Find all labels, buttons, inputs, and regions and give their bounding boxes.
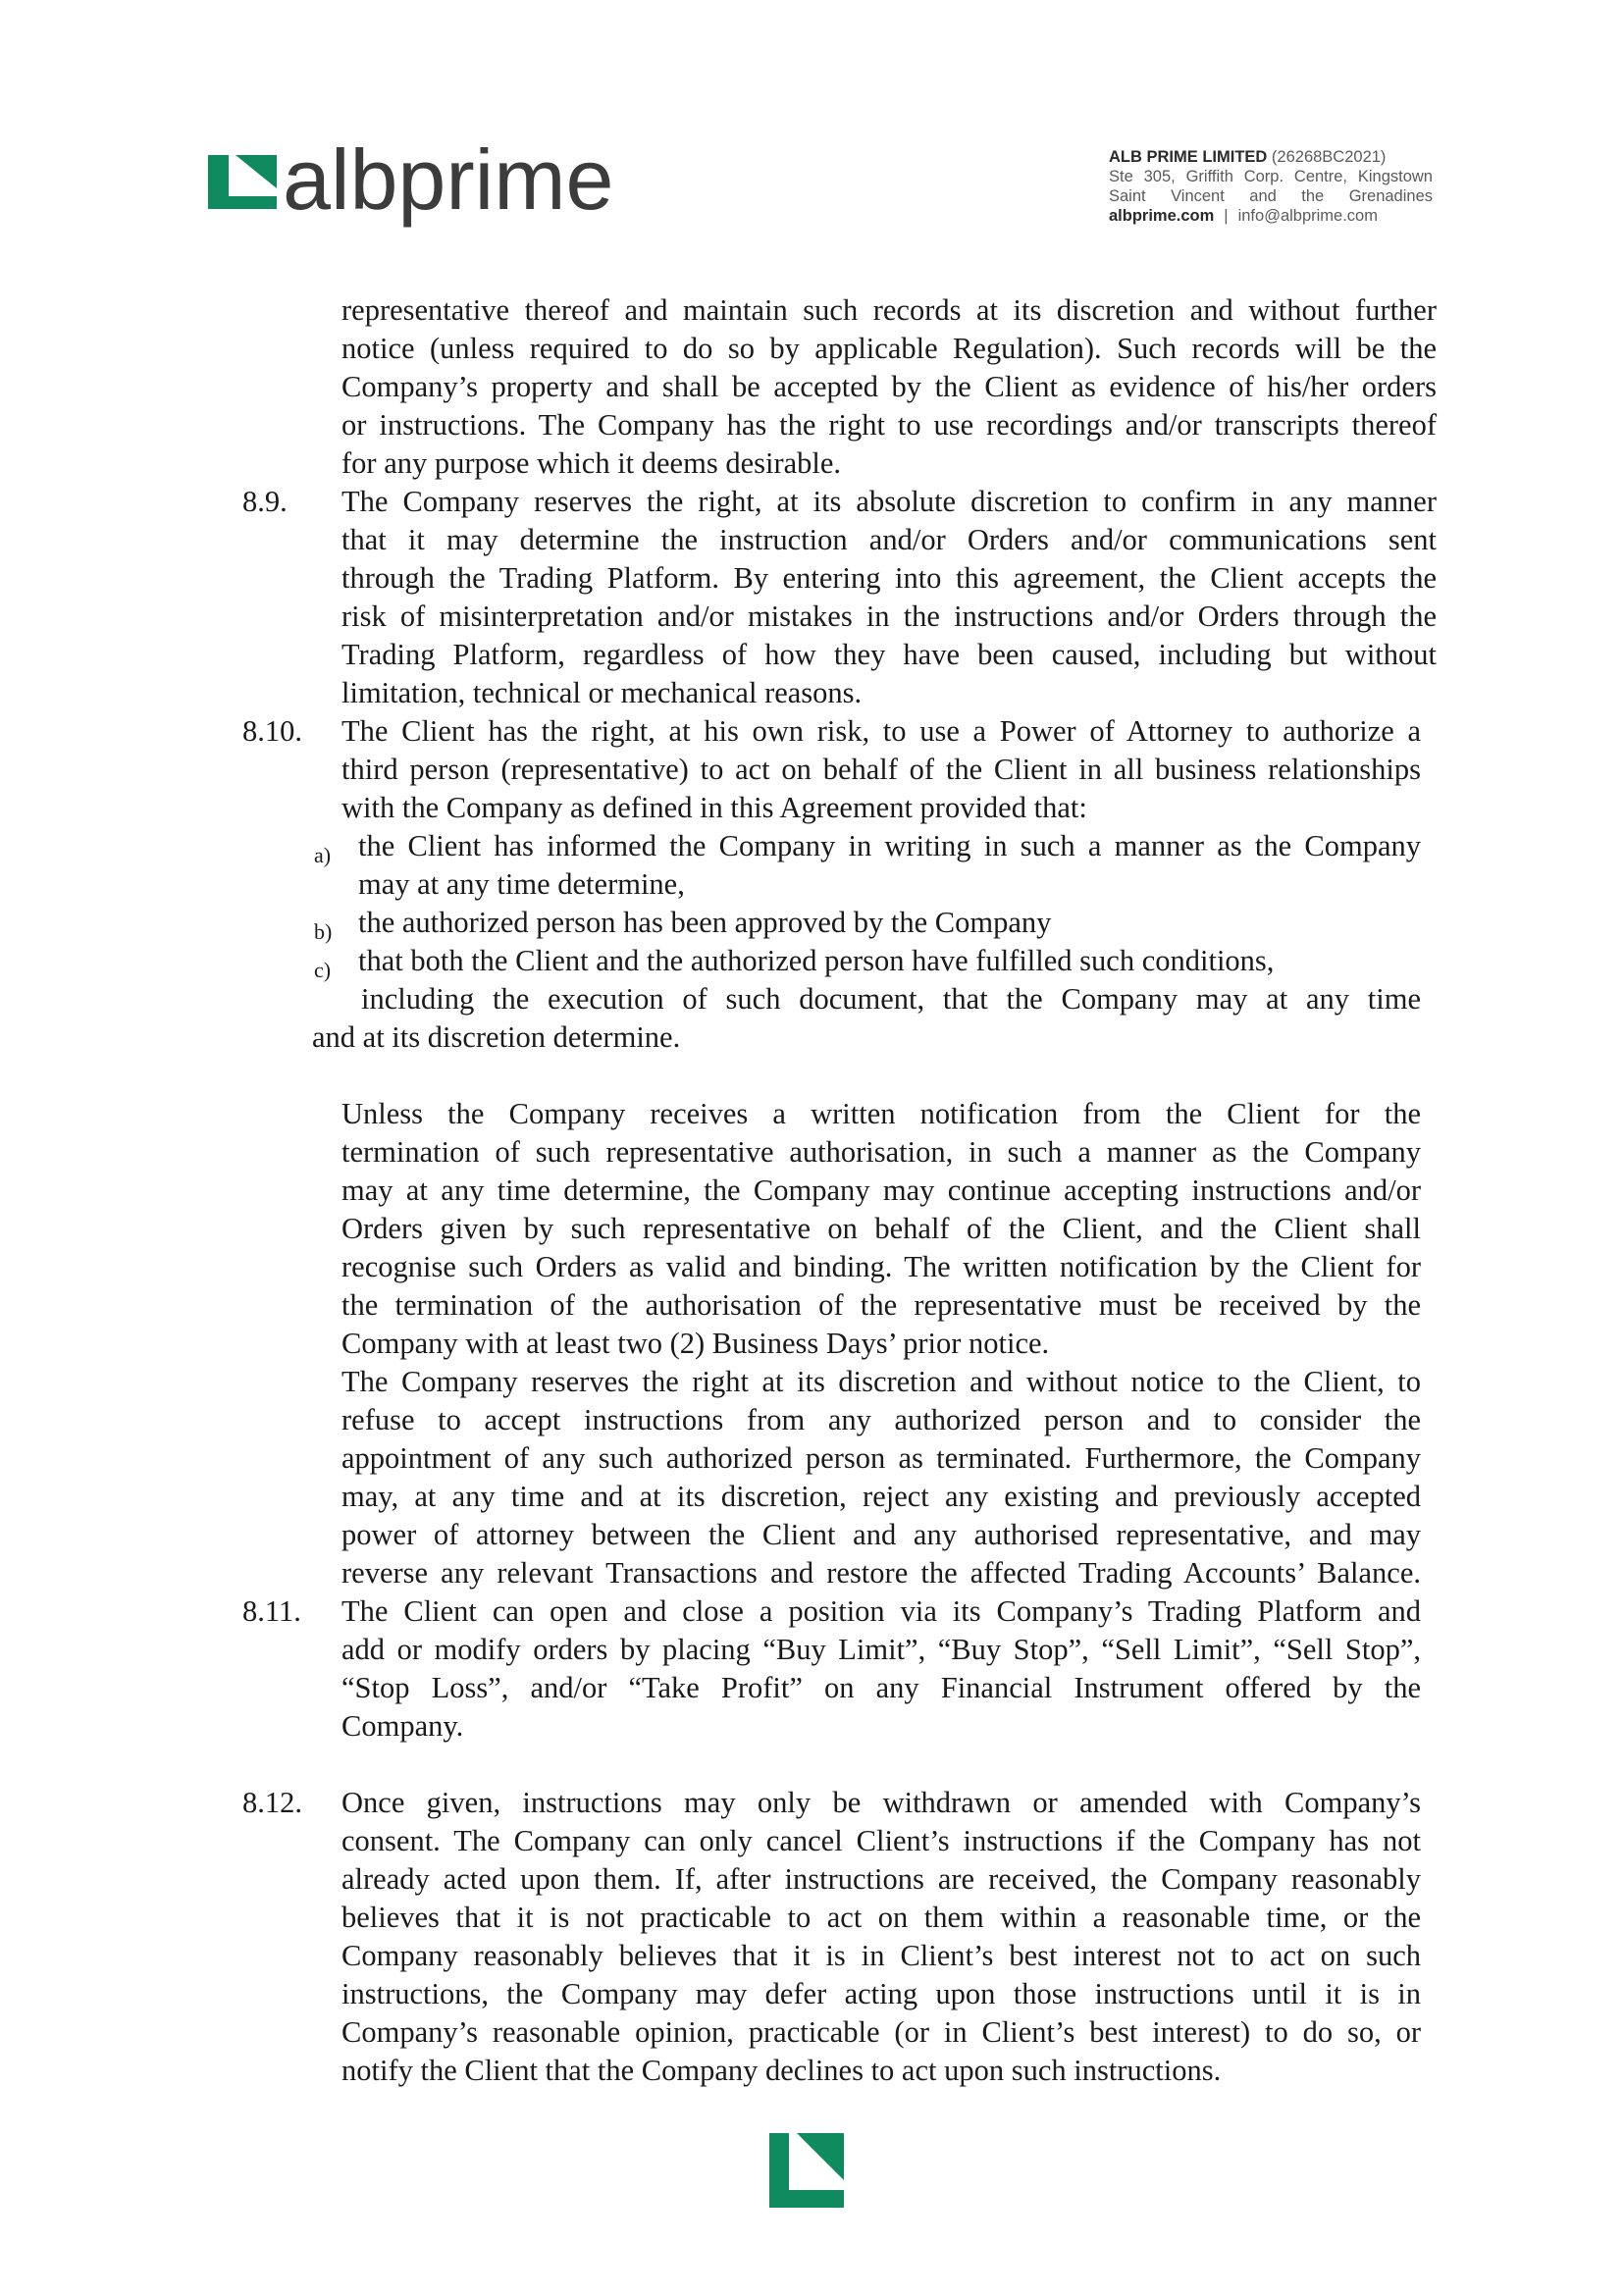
text-line: Orders given by such representative on behalf of the Client, and the Client shall <box>341 1212 1421 1245</box>
text-line: Company’s property and shall be accepted by the Client as evidence of his/her orders <box>341 370 1437 403</box>
text-line: reverse any relevant Transactions and restore the affected Trading Accounts’ Balance. <box>341 1556 1421 1590</box>
text-line: instructions, the Company may defer acting upon those instructions until it is in <box>341 1977 1421 2010</box>
text-line: appointment of any such authorized person as terminated. Furthermore, the Company <box>341 1441 1421 1475</box>
list-item-c-continued <box>361 980 1421 1018</box>
list-marker-a: a) <box>314 843 332 867</box>
section-number-8-12: 8.12. <box>242 1786 302 1819</box>
section-number-8-10: 8.10. <box>242 714 302 748</box>
text-line: the authorized person has been approved by the Company <box>358 906 1052 939</box>
logo-wordmark: albprime <box>283 147 614 228</box>
text-line: the Client has informed the Company in writing in such a manner as the Company <box>358 829 1421 862</box>
text-line: Once given, instructions may only be withdrawn or amended with Company’s <box>341 1786 1421 1819</box>
footer-logo-mark <box>765 2129 848 2212</box>
text-line: The Company reserves the right, at its absolute discretion to confirm in any manner <box>341 485 1437 518</box>
company-contact-line <box>1109 206 1433 226</box>
text-line: Company reasonably believes that it is in Client’s best interest not to act on such <box>341 1939 1421 1972</box>
text-line: that both the Client and the authorized person have fulfilled such conditions, <box>358 944 1275 977</box>
albprime-logo <box>206 147 687 255</box>
text-line: and at its discretion determine. <box>312 1020 681 1054</box>
section-8-9-text <box>341 483 1437 712</box>
list-item-b <box>358 904 1421 942</box>
text-line: recognise such Orders as valid and binding. The written notification by the Client for <box>341 1250 1421 1283</box>
albprime-logo-graphic <box>206 147 687 255</box>
text-line: termination of such representative authorisation, in such a manner as the Company <box>341 1135 1421 1169</box>
text-line: “Stop Loss”, and/or “Take Profit” on any Financial Instrument offered by the <box>341 1671 1421 1704</box>
footer-mark-triangle-icon <box>797 2133 844 2180</box>
text-line: with the Company as defined in this Agreement provided that: <box>341 791 1087 824</box>
list-marker-b: b) <box>314 919 333 944</box>
text-line: Company’s reasonable opinion, practicable (or in Client’s best interest) to do so, or <box>341 2015 1421 2049</box>
text-line: may, at any time and at its discretion, reject any existing and previously accepted <box>341 1480 1421 1513</box>
text-line: limitation, technical or mechanical reasons. <box>341 676 863 709</box>
text-line: third person (representative) to act on behalf of the Client in all business relationships <box>341 753 1421 786</box>
company-address-2: Saint Vincent and the Grenadines <box>1109 187 1433 205</box>
text-line: or instructions. The Company has the right to use recordings and/or transcripts thereof <box>341 408 1437 442</box>
text-line: may at any time determine, <box>358 867 685 901</box>
section-8-12-text <box>341 1784 1421 2090</box>
section-number-8-11: 8.11. <box>242 1594 301 1628</box>
contact-separator: | <box>1224 207 1229 225</box>
text-line: for any purpose which it deems desirable. <box>341 446 842 480</box>
text-line: including the execution of such document, that the Company may at any time <box>361 982 1421 1016</box>
text-line: risk of misinterpretation and/or mistakes in the instructions and/or Orders through the <box>341 600 1437 633</box>
paragraph-reserve <box>341 1363 1421 1592</box>
text-line: Company with at least two (2) Business Days’ prior notice. <box>341 1327 1050 1360</box>
text-line: add or modify orders by placing “Buy Limit”, “Buy Stop”, “Sell Limit”, “Sell Stop”, <box>341 1633 1421 1666</box>
list-item-c <box>358 942 1421 980</box>
text-line: Unless the Company receives a written notification from the Client for the <box>341 1097 1421 1130</box>
text-line: already acted upon them. If, after instructions are received, the Company reasonably <box>341 1862 1421 1896</box>
section-8-10-text <box>341 712 1421 827</box>
text-line: The Company reserves the right at its discretion and without notice to the Client, to <box>341 1365 1421 1398</box>
text-line: refuse to accept instructions from any authorized person and to consider the <box>341 1403 1421 1436</box>
text-line: that it may determine the instruction and/or Orders and/or communications sent <box>341 523 1437 556</box>
paragraph-intro <box>341 291 1437 483</box>
footer-logo-icon <box>765 2129 848 2212</box>
text-line: consent. The Company can only cancel Client’s instructions if the Company has not <box>341 1824 1421 1857</box>
list-marker-c: c) <box>314 958 332 982</box>
company-info-block <box>1109 147 1433 226</box>
text-line: believes that it is not practicable to act on them within a reasonable time, or the <box>341 1901 1421 1934</box>
section-number-8-9: 8.9. <box>242 485 288 518</box>
text-line: Company. <box>341 1709 464 1743</box>
section-8-11-text <box>341 1592 1421 1746</box>
text-line: the termination of the authorisation of the representative must be received by the <box>341 1288 1421 1322</box>
company-address-1: Ste 305, Griffith Corp. Centre, Kingstown <box>1109 168 1433 185</box>
list-item-c-end <box>312 1018 1421 1057</box>
company-email-link[interactable]: info@albprime.com <box>1237 207 1378 225</box>
company-website-link[interactable]: albprime.com <box>1109 207 1215 225</box>
text-line: representative thereof and maintain such records at its discretion and without further <box>341 293 1437 327</box>
text-line: Trading Platform, regardless of how they have been caused, including but without <box>341 638 1437 671</box>
company-name: ALB PRIME LIMITED <box>1109 148 1268 166</box>
paragraph-unless <box>341 1095 1421 1363</box>
company-registration: (26268BC2021) <box>1271 148 1387 166</box>
text-line: may at any time determine, the Company may continue accepting instructions and/or <box>341 1174 1421 1207</box>
logo-mark-triangle-icon <box>236 155 277 188</box>
text-line: notify the Client that the Company declines to act upon such instructions. <box>341 2054 1222 2087</box>
list-item-a <box>358 827 1421 904</box>
company-name-line <box>1109 147 1433 167</box>
text-line: The Client has the right, at his own risk, to use a Power of Attorney to authorize a <box>341 714 1421 748</box>
text-line: through the Trading Platform. By entering into this agreement, the Client accepts the <box>341 561 1437 595</box>
text-line: power of attorney between the Client and any authorised representative, and may <box>341 1518 1421 1551</box>
text-line: The Client can open and close a position via its Company’s Trading Platform and <box>341 1594 1421 1628</box>
text-line: notice (unless required to do so by applicable Regulation). Such records will be the <box>341 332 1437 365</box>
